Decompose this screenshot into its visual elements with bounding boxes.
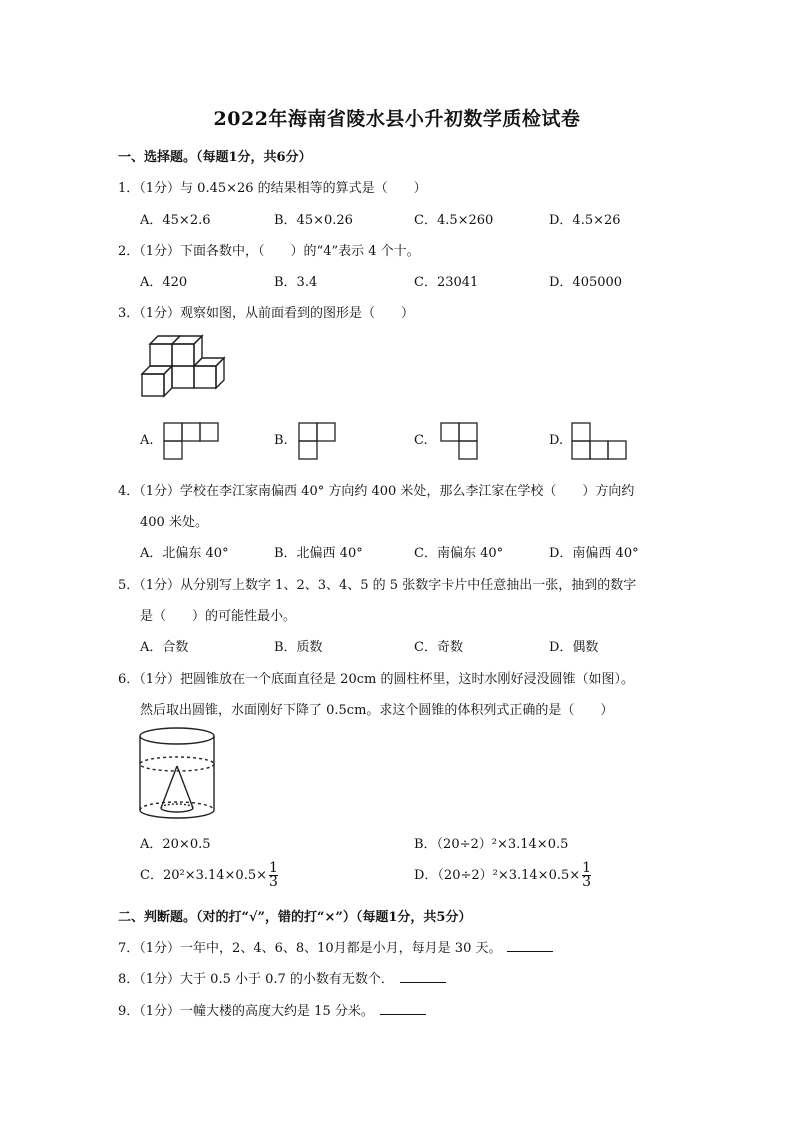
question-8 xyxy=(118,968,446,987)
question-2-option-d: D．405000 xyxy=(549,275,623,290)
question-6-option-b: B．（20÷2）²×3.14×0.5 xyxy=(414,837,569,852)
fraction-one-third xyxy=(269,862,278,889)
question-3-stem: 3．（1分）观察如图，从前面看到的图形是（ ） xyxy=(118,306,415,321)
option-b-view-figure xyxy=(298,422,337,460)
question-5-stem-line1: 5．（1分）从分别写上数字 1、2、3、4、5 的 5 张数字卡片中任意抽出一张，抽到的数字 xyxy=(118,578,637,593)
question-6-option-d xyxy=(414,862,591,889)
question-4-option-c: C．南偏东 40° xyxy=(414,546,504,561)
question-4-option-d: D．南偏西 40° xyxy=(549,546,639,561)
question-5-option-c: C．奇数 xyxy=(414,640,463,655)
question-2-stem: 2．（1分）下面各数中，（ ）的“4”表示 4 个十。 xyxy=(118,244,420,259)
question-1-option-c: C．4.5×260 xyxy=(414,213,494,228)
question-3-option-b: B. xyxy=(274,433,288,448)
fraction-one-third xyxy=(582,862,591,889)
question-4-stem-line2: 400 米处。 xyxy=(140,515,208,530)
cylinder-cone-figure xyxy=(136,726,218,822)
question-8-stem: 8．（1分）大于 0.5 小于 0.7 的小数有无数个． xyxy=(118,972,394,987)
question-4-stem-line1: 4．（1分）学校在李江家南偏西 40° 方向约 400 米处，那么李江家在学校（ ）方向约 xyxy=(118,484,635,499)
question-6-option-c xyxy=(140,862,278,889)
question-4-option-b: B．北偏西 40° xyxy=(274,546,363,561)
fraction-denominator: 3 xyxy=(582,874,592,890)
question-2-option-a: A．420 xyxy=(140,275,188,290)
fraction-numerator: 1 xyxy=(269,860,278,876)
question-3-option-c: C. xyxy=(414,433,428,448)
question-6-stem-line2: 然后取出圆锥，水面刚好下降了 0.5cm。求这个圆锥的体积列式正确的是（ ） xyxy=(140,703,614,718)
fraction-numerator: 1 xyxy=(582,860,592,876)
question-9 xyxy=(118,1000,426,1019)
option-d-view-figure xyxy=(571,422,629,460)
question-1-option-a: A．45×2.6 xyxy=(140,213,211,228)
question-6-option-a: A．20×0.5 xyxy=(140,837,211,852)
question-7 xyxy=(118,937,553,956)
section-judgement-heading: 二、判断题。（对的打“√”，错的打“×”）（每题1分，共5分） xyxy=(118,910,472,925)
question-7-stem: 7．（1分）一年中，2、4、6、8、10月都是小月，每月是 30 天。 xyxy=(118,941,502,956)
question-6-stem-line1: 6．（1分）把圆锥放在一个底面直径是 20cm 的圆柱杯里，这时水刚好浸没圆锥（如图）。 xyxy=(118,672,634,687)
fraction-denominator: 3 xyxy=(269,874,278,890)
option-a-view-figure xyxy=(163,422,220,460)
question-5-stem-line2: 是（ ）的可能性最小。 xyxy=(140,609,297,624)
question-2-option-b: B．3.4 xyxy=(274,275,318,290)
section-choice-heading: 一、选择题。（每题1分，共6分） xyxy=(118,150,312,165)
question-2-option-c: C．23041 xyxy=(414,275,479,290)
question-4-option-a: A．北偏东 40° xyxy=(140,546,229,561)
question-6-option-d-text: D．（20÷2）²×3.14×0.5× xyxy=(414,868,581,883)
question-3-option-d: D. xyxy=(549,433,564,448)
question-3-option-a: A. xyxy=(140,433,154,448)
answer-blank[interactable] xyxy=(380,1002,426,1015)
cube-stack-figure xyxy=(138,332,238,404)
answer-blank[interactable] xyxy=(507,939,553,952)
page-title: 2022年海南省陵水县小升初数学质检试卷 xyxy=(213,108,581,130)
question-1-option-d: D．4.5×26 xyxy=(549,213,621,228)
question-1-option-b: B．45×0.26 xyxy=(274,213,353,228)
question-1-stem: 1．（1分）与 0.45×26 的结果相等的算式是（ ） xyxy=(118,181,427,196)
question-5-option-a: A．合数 xyxy=(140,640,189,655)
question-5-option-b: B．质数 xyxy=(274,640,323,655)
option-c-view-figure xyxy=(440,422,479,460)
question-6-option-c-text: C．20²×3.14×0.5× xyxy=(140,868,267,883)
question-9-stem: 9．（1分）一幢大楼的高度大约是 15 分米。 xyxy=(118,1004,374,1019)
answer-blank[interactable] xyxy=(400,970,446,983)
question-5-option-d: D．偶数 xyxy=(549,640,599,655)
